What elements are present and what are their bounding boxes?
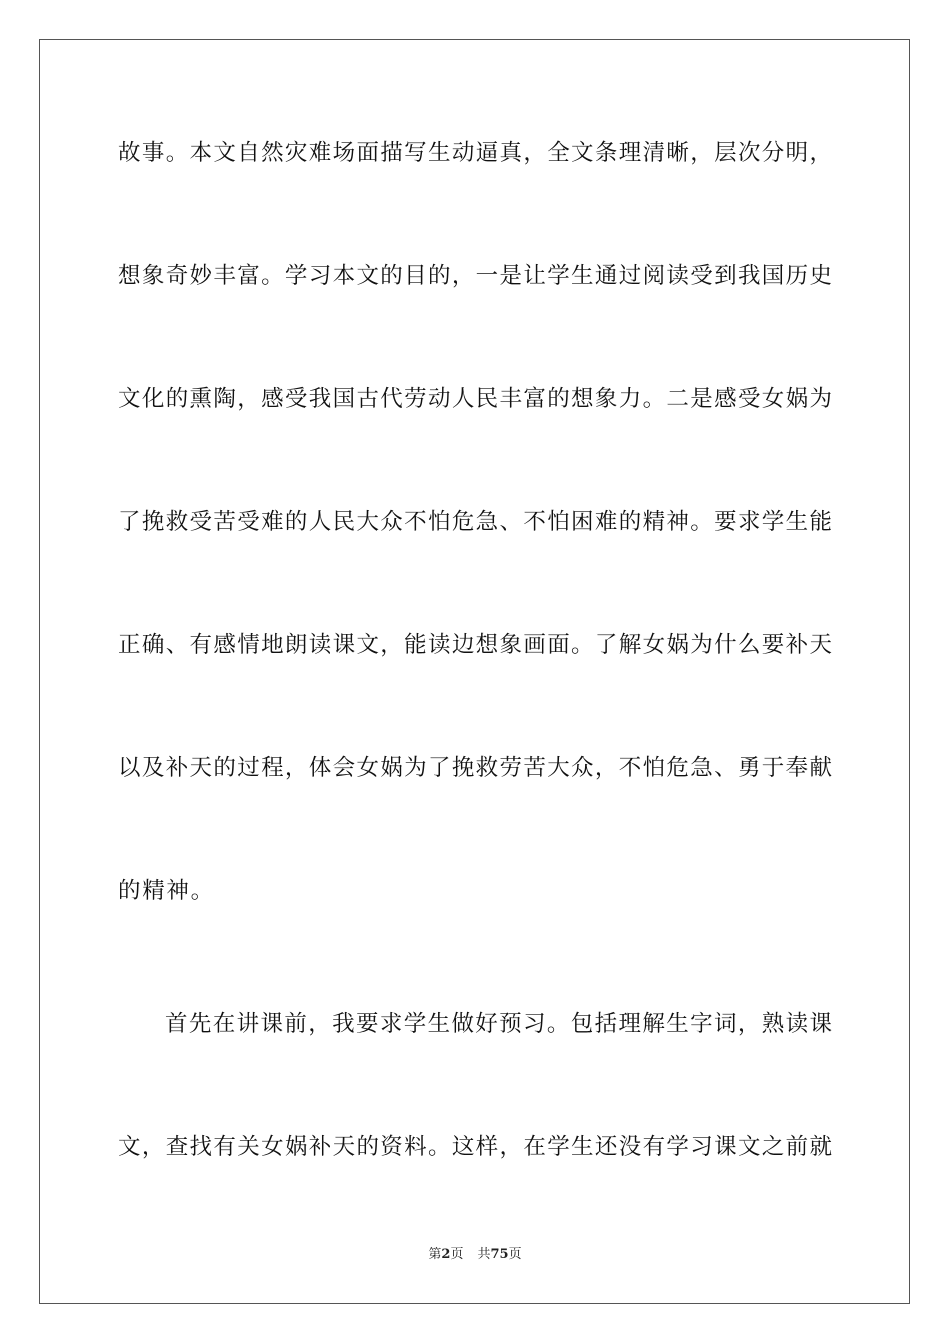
page-suffix: 页 xyxy=(450,1247,464,1262)
page-footer xyxy=(0,1246,950,1264)
paragraph-2-line-1: 首先在讲课前，我要求学生做好预习。包括理解生字词，熟读课 xyxy=(165,1011,832,1037)
body-line-1: 故事。本文自然灾难场面描写生动逼真，全文条理清晰，层次分明， xyxy=(118,140,832,166)
body-line-3: 文化的熏陶，感受我国古代劳动人民丰富的想象力。二是感受女娲为 xyxy=(118,386,832,412)
body-line-6: 以及补天的过程，体会女娲为了挽救劳苦大众，不怕危急、勇于奉献 xyxy=(118,755,832,781)
body-line-4: 了挽救受苦受难的人民大众不怕危急、不怕困难的精神。要求学生能 xyxy=(118,509,832,535)
total-pages: 75 xyxy=(490,1247,509,1262)
body-line-2: 想象奇妙丰富。学习本文的目的，一是让学生通过阅读受到我国历史 xyxy=(118,263,832,289)
total-prefix: 共 xyxy=(477,1247,491,1262)
page-number: 2 xyxy=(441,1247,451,1262)
paragraph-2-line-2: 文，查找有关女娲补天的资料。这样，在学生还没有学习课文之前就 xyxy=(118,1134,832,1160)
body-line-7: 的精神。 xyxy=(118,878,215,904)
page-border xyxy=(39,39,910,1304)
page-prefix: 第 xyxy=(428,1247,442,1262)
total-suffix: 页 xyxy=(508,1247,522,1262)
body-line-5: 正确、有感情地朗读课文，能读边想象画面。了解女娲为什么要补天 xyxy=(118,632,832,658)
